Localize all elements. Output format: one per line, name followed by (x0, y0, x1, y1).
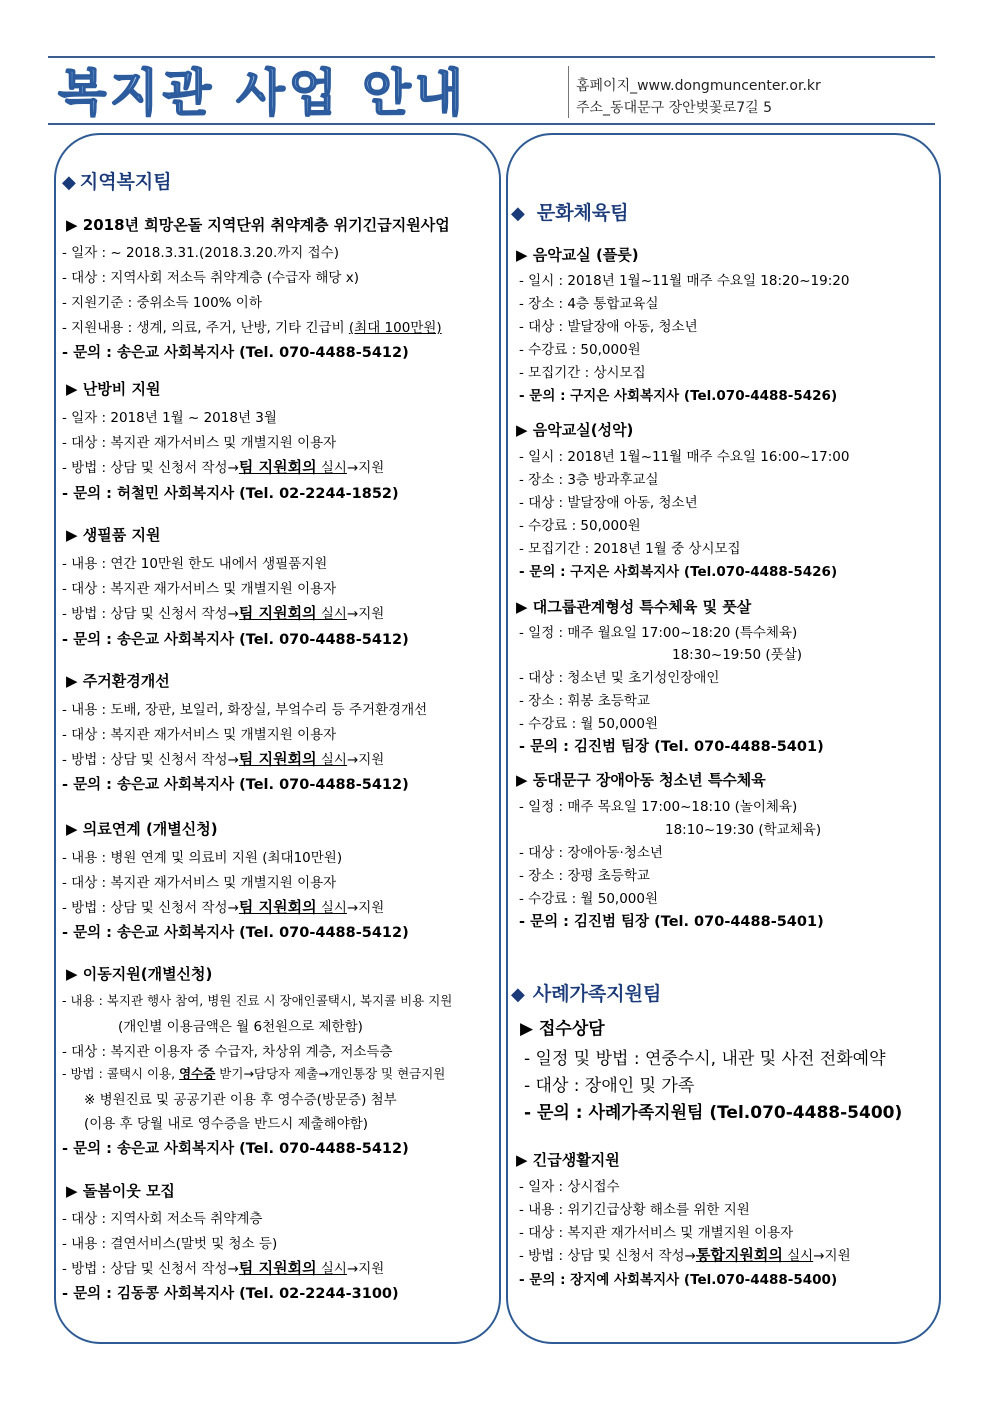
section-line: - 대상 : 지역사회 저소득 취약계층 (62, 1211, 263, 1227)
section-line: - 대상 : 복지관 재가서비스 및 개별지원 이용자 (62, 727, 337, 743)
line-text: →지원 (346, 460, 385, 476)
header-top-rule (48, 56, 935, 58)
header-divider (568, 66, 569, 118)
line-text: →지원 (346, 606, 385, 622)
section-line: (개인별 이용금액은 월 6천원으로 제한함) (118, 1019, 363, 1035)
section-title: ▶ 음악교실(성악) (516, 421, 634, 439)
line-underlined: 실시 (316, 900, 347, 916)
section-line: - 일정 및 방법 : 연중수시, 내관 및 사전 전화예약 (524, 1049, 886, 1069)
section-line: - 일정 : 매주 목요일 17:00~18:10 (놀이체육) (519, 799, 798, 815)
contact-line: - 문의 : 구지은 사회복지사 (Tel.070-4488-5426) (519, 388, 838, 404)
section-line: - 대상 : 장애인 및 가족 (524, 1076, 695, 1096)
section-line: - 수강료 : 50,000원 (519, 518, 641, 534)
section-line: - 대상 : 장애아동·청소년 (519, 845, 663, 861)
section-line: - 수강료 : 월 50,000원 (519, 716, 659, 732)
section-line: - 내용 : 결연서비스(말벗 및 청소 등) (62, 1236, 278, 1252)
line-underlined: 팀 지원회의 (238, 1259, 317, 1277)
section-line (519, 1244, 851, 1265)
line-underlined: 실시 (316, 1261, 347, 1277)
line-underlined: 팀 지원회의 (238, 604, 317, 622)
section-title: ▶ 생필품 지원 (66, 526, 161, 544)
section-line: - 일시 : 2018년 1월~11월 매주 수요일 18:20~19:20 (519, 273, 850, 289)
section-line: - 장소 : 3층 방과후교실 (519, 472, 659, 488)
section-line (62, 1064, 445, 1082)
section-line: - 장소 : 장평 초등학교 (519, 868, 650, 884)
line-underlined: 실시 (316, 606, 347, 622)
section-line: - 대상 : 청소년 및 초기성인장애인 (519, 670, 720, 686)
section-title: ▶ 음악교실 (플룻) (516, 246, 639, 264)
line-underlined: 실시 (782, 1248, 814, 1264)
section-line: - 대상 : 발달장애 아동, 청소년 (519, 319, 698, 335)
section-line: 18:10~19:30 (학교체육) (665, 822, 822, 838)
section-note: ※ 병원진료 및 공공기관 이용 후 영수증(방문증) 첨부 (84, 1092, 397, 1108)
line-text: →지원 (346, 752, 385, 768)
section-line (62, 896, 384, 917)
section-line: 18:30~19:50 (풋살) (672, 647, 803, 663)
section-title: ▶ 주거환경개선 (66, 672, 170, 690)
contact-line: - 문의 : 김동콩 사회복지사 (Tel. 02-2244-3100) (62, 1286, 399, 1302)
section-line: - 장소 : 4층 통합교육실 (519, 296, 659, 312)
section-line: - 대상 : 복지관 재가서비스 및 개별지원 이용자 (62, 581, 337, 597)
address-text: 주소_동대문구 장안벚꽃로7길 5 (576, 100, 773, 116)
section-title: ▶ 2018년 희망온돌 지역단위 취약계층 위기긴급지원사업 (66, 216, 450, 234)
section-title: ▶ 접수상담 (520, 1019, 605, 1039)
contact-line: - 문의 : 사례가족지원팀 (Tel.070-4488-5400) (524, 1103, 903, 1123)
team-label: 사례가족지원팀 (532, 983, 662, 1005)
line-underlined: 영수증 (179, 1066, 216, 1081)
section-line: - 내용 : 연간 10만원 한도 내에서 생필품지원 (62, 556, 328, 572)
contact-line: - 문의 : 송은교 사회복지사 (Tel. 070-4488-5412) (62, 925, 409, 941)
line-text: - 방법 : 상담 및 신청서 작성→ (62, 752, 239, 768)
team-label: 지역복지팀 (79, 171, 172, 193)
section-title: ▶ 난방비 지원 (66, 380, 161, 398)
section-line: - 지원기준 : 중위소득 100% 이하 (62, 295, 262, 311)
section-note: (이용 후 당월 내로 영수증을 반드시 제출해야함) (84, 1116, 369, 1132)
contact-line: - 문의 : 장지예 사회복지사 (Tel.070-4488-5400) (519, 1272, 838, 1288)
diamond-icon: ◆ (62, 172, 76, 193)
section-line: - 내용 : 병원 연계 및 의료비 지원 (최대10만원) (62, 850, 343, 866)
line-text: - 방법 : 상담 및 신청서 작성→ (62, 460, 239, 476)
team-heading-culture (511, 198, 629, 225)
team-label: 문화체육팀 (536, 202, 629, 224)
section-line (62, 748, 384, 769)
contact-line: - 문의 : 송은교 사회복지사 (Tel. 070-4488-5412) (62, 777, 409, 793)
homepage-text: 홈페이지_www.dongmuncenter.or.kr (576, 78, 821, 94)
contact-line: - 문의 : 송은교 사회복지사 (Tel. 070-4488-5412) (62, 1141, 409, 1157)
line-text: - 방법 : 콜택시 이용, (62, 1066, 180, 1081)
line-underlined: 통합지원회의 (695, 1246, 783, 1264)
section-line: - 일시 : 2018년 1월~11월 매주 수요일 16:00~17:00 (519, 449, 850, 465)
team-heading-community (62, 167, 172, 194)
line-underlined: 실시 (316, 460, 347, 476)
contact-line: - 문의 : 김진범 팀장 (Tel. 070-4488-5401) (519, 914, 824, 930)
diamond-icon: ◆ (511, 984, 525, 1005)
contact-line: - 문의 : 김진범 팀장 (Tel. 070-4488-5401) (519, 739, 824, 755)
section-line: - 모집기간 : 2018년 1월 중 상시모집 (519, 541, 741, 557)
section-title: ▶ 대그룹관계형성 특수체육 및 풋살 (516, 598, 752, 616)
section-line: - 내용 : 위기긴급상황 해소를 위한 지원 (519, 1202, 750, 1218)
line-text: - 방법 : 상담 및 신청서 작성→ (62, 900, 239, 916)
section-line (62, 602, 384, 623)
line-text: →지원 (346, 900, 385, 916)
contact-line: - 문의 : 송은교 사회복지사 (Tel. 070-4488-5412) (62, 345, 409, 361)
line-underlined: 실시 (316, 752, 347, 768)
section-line (62, 456, 384, 477)
line-text: 받기→담당자 제출→개인통장 및 현금지원 (215, 1066, 446, 1081)
line-text: - 방법 : 상담 및 신청서 작성→ (519, 1248, 696, 1264)
line-underlined: 팀 지원회의 (238, 458, 317, 476)
section-line: - 일자 : 상시접수 (519, 1179, 620, 1195)
section-line: - 수강료 : 50,000원 (519, 342, 641, 358)
contact-line: - 문의 : 송은교 사회복지사 (Tel. 070-4488-5412) (62, 632, 409, 648)
section-line: - 내용 : 복지관 행사 참여, 병원 진료 시 장애인콜택시, 복지콜 비용 지원 (62, 993, 453, 1008)
section-line (62, 316, 442, 336)
section-line: - 장소 : 휘봉 초등학교 (519, 693, 650, 709)
section-line: - 수강료 : 월 50,000원 (519, 891, 659, 907)
line-underlined: (최대 100만원) (348, 320, 442, 336)
section-line: - 모집기간 : 상시모집 (519, 365, 646, 381)
section-line: - 대상 : 복지관 재가서비스 및 개별지원 이용자 (62, 435, 337, 451)
section-line: - 내용 : 도배, 장판, 보일러, 화장실, 부엌수리 등 주거환경개선 (62, 702, 428, 718)
section-title: ▶ 긴급생활지원 (516, 1151, 620, 1169)
section-line: - 대상 : 지역사회 저소득 취약계층 (수급자 해당 x) (62, 270, 360, 286)
page-title: 복지관 사업 안내 (58, 64, 467, 122)
line-underlined: 팀 지원회의 (238, 898, 317, 916)
line-underlined: 팀 지원회의 (238, 750, 317, 768)
section-line: - 대상 : 복지관 재가서비스 및 개별지원 이용자 (62, 875, 337, 891)
section-title: ▶ 이동지원(개별신청) (66, 965, 213, 983)
contact-line: - 문의 : 구지은 사회복지사 (Tel.070-4488-5426) (519, 564, 838, 580)
section-title: ▶ 돌봄이웃 모집 (66, 1182, 175, 1200)
line-text: →지원 (346, 1261, 385, 1277)
team-heading-case (511, 979, 661, 1006)
line-text: - 방법 : 상담 및 신청서 작성→ (62, 1261, 239, 1277)
section-title: ▶ 의료연계 (개별신청) (66, 820, 218, 838)
line-text: - 방법 : 상담 및 신청서 작성→ (62, 606, 239, 622)
line-text: →지원 (813, 1248, 851, 1264)
section-line: - 일정 : 매주 월요일 17:00~18:20 (특수체육) (519, 625, 798, 641)
section-line: - 일자 : ~ 2018.3.31.(2018.3.20.까지 접수) (62, 245, 339, 261)
line-text: - 지원내용 : 생계, 의료, 주거, 난방, 기타 긴급비 (62, 320, 349, 336)
section-line: - 대상 : 발달장애 아동, 청소년 (519, 495, 698, 511)
section-line: - 대상 : 복지관 이용자 중 수급자, 차상위 계층, 저소득층 (62, 1044, 393, 1060)
diamond-icon: ◆ (511, 203, 525, 224)
section-title: ▶ 동대문구 장애아동 청소년 특수체육 (516, 771, 766, 789)
section-line (62, 1257, 384, 1278)
contact-line: - 문의 : 허철민 사회복지사 (Tel. 02-2244-1852) (62, 486, 399, 502)
section-line: - 일자 : 2018년 1월 ~ 2018년 3월 (62, 410, 277, 426)
section-line: - 대상 : 복지관 재가서비스 및 개별지원 이용자 (519, 1225, 794, 1241)
